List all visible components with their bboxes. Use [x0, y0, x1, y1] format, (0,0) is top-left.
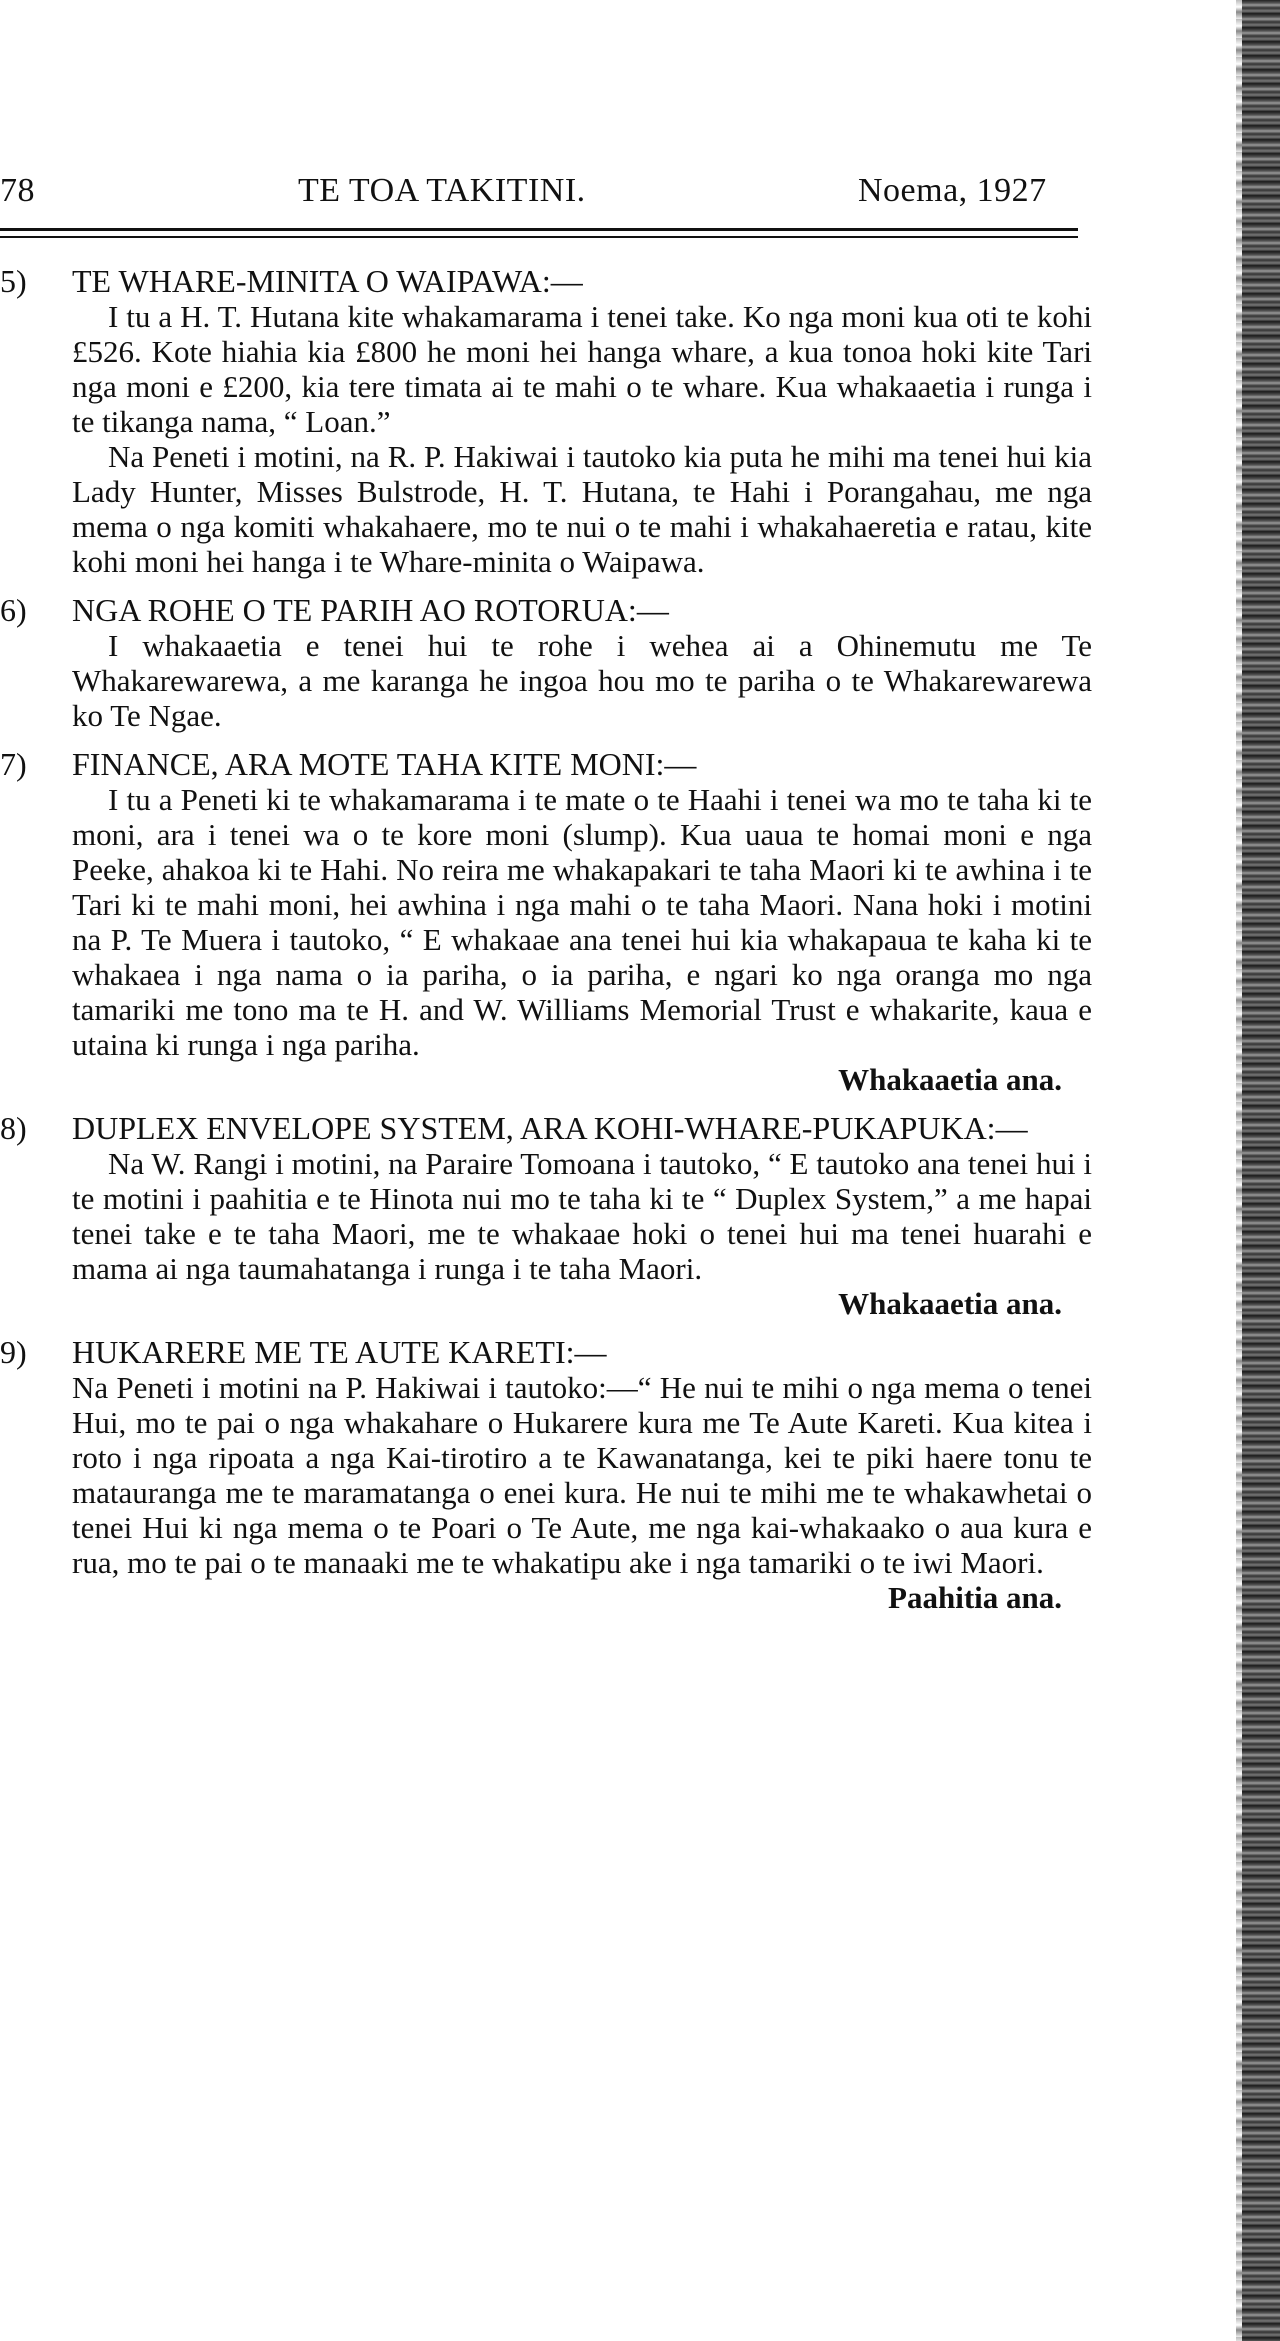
issue-date: Noema, 1927 [858, 172, 1047, 209]
book-binding-edge [1240, 0, 1280, 2341]
section-paragraphs [0, 1146, 1092, 1321]
paragraph: Na Peneti i motini na P. Hakiwai i tautoko:—“ He nui te mihi o nga mema o tenei Hui, mo te pai o nga whakahare o Hukarere kura me Te Aute Kareti. Kua kitea i roto i nga ripoata a nga Kai-tirotiro a te Kawanatanga, kei te piki haere tonu te matauranga me te maramatanga o enei kura. He nui te mihi me te whakawhetai o tenei Hui ki nga mema o te Poari o Te Aute, me nga kai-whakaako o aua kura e rua, mo te pai o te manaaki me te whakatipu ake i nga tamariki o te iwi Maori. [72, 1370, 1092, 1580]
paragraph: I whakaaetia e tenei hui te rohe i wehea ai a Ohinemutu me Te Whakarewarewa, a me karanga he ingoa hou mo te pariha o te Whakarewarewa ko Te Ngae. [72, 628, 1092, 733]
section-title: HUKARERE ME TE AUTE KARETI:— [72, 1334, 607, 1370]
section-number: 6) [0, 592, 27, 628]
publication-title: TE TOA TAKITINI. [298, 172, 586, 209]
paragraph: I tu a H. T. Hutana kite whakamarama i tenei take. Ko nga moni kua oti te kohi £526. Kote hiahia kia £800 he moni hei hanga whare, a kua tonoa hoki kite Tari nga moni e £200, kia tere timata ai te mahi o te whare. Kua whakaaetia i runga i te tikanga nama, “ Loan.” [72, 299, 1092, 439]
section-paragraphs [0, 299, 1092, 579]
section-number: 5) [0, 263, 27, 299]
section-paragraphs [0, 1370, 1092, 1615]
section-number: 7) [0, 746, 27, 782]
resolution-result: Whakaaetia ana. [838, 1062, 1062, 1097]
page-header [0, 172, 1080, 224]
section-title: NGA ROHE O TE PARIH AO ROTORUA:— [72, 592, 669, 628]
resolution-result: Whakaaetia ana. [838, 1286, 1062, 1321]
section-heading [0, 1335, 1092, 1370]
page-number: 78 [0, 172, 35, 209]
section-nga-rohe [0, 593, 1092, 733]
paragraph: Na W. Rangi i motini, na Paraire Tomoana i tautoko, “ E tautoko ana tenei hui i te motini i paahitia e te Hinota nui mo te taha ki te “ Duplex System,” a me hapai tenei take e te taha Maori, me te whakaae hoki o tenei hui ma tenei huarahi e mama ai nga taumahatanga i runga i te taha Maori. [72, 1146, 1092, 1286]
section-number: 8) [0, 1110, 27, 1146]
resolution-result: Paahitia ana. [888, 1580, 1062, 1615]
section-heading [0, 593, 1092, 628]
section-heading [0, 264, 1092, 299]
header-rule-thin [0, 236, 1078, 238]
section-hukarere [0, 1335, 1092, 1615]
paragraph: I tu a Peneti ki te whakamarama i te mate o te Haahi i tenei wa mo te taha ki te moni, ara i tenei wa o te kore moni (slump). Kua uaua te homai moni e nga Peeke, ahakoa ki te Hahi. No reira me whakapakari te taha Maori ki te awhina i te Tari ki te mahi moni, hei awhina i nga mahi o te taha Maori. Nana hoki i motini na P. Te Muera i tautoko, “ E whakaae ana tenei hui kia whakapaua te kaha ki te whakaea i nga nama o ia pariha, o ia pariha, e ngari ko nga oranga mo nga tamariki me tono ma te H. and W. Williams Memorial Trust e whakarite, kaua e utaina ki runga i nga pariha. [72, 782, 1092, 1062]
section-paragraphs [0, 628, 1092, 733]
section-number: 9) [0, 1334, 27, 1370]
section-paragraphs [0, 782, 1092, 1097]
section-duplex-envelope [0, 1111, 1092, 1321]
section-title: DUPLEX ENVELOPE SYSTEM, ARA KOHI-WHARE-PUKAPUKA:— [72, 1110, 1028, 1146]
section-title: FINANCE, ARA MOTE TAHA KITE MONI:— [72, 746, 697, 782]
section-finance [0, 747, 1092, 1097]
section-heading [0, 747, 1092, 782]
header-rule-thick [0, 228, 1078, 231]
article-body [0, 264, 1092, 1629]
paragraph: Na Peneti i motini, na R. P. Hakiwai i tautoko kia puta he mihi ma tenei hui kia Lady Hunter, Misses Bulstrode, H. T. Hutana, te Hahi i Porangahau, me nga mema o nga komiti whakahaere, mo te nui o te mahi i whakahaeretia e ratau, kite kohi moni hei hanga i te Whare-minita o Waipawa. [72, 439, 1092, 579]
section-heading [0, 1111, 1092, 1146]
section-title: TE WHARE-MINITA O WAIPAWA:— [72, 263, 583, 299]
section-whare-minita [0, 264, 1092, 579]
